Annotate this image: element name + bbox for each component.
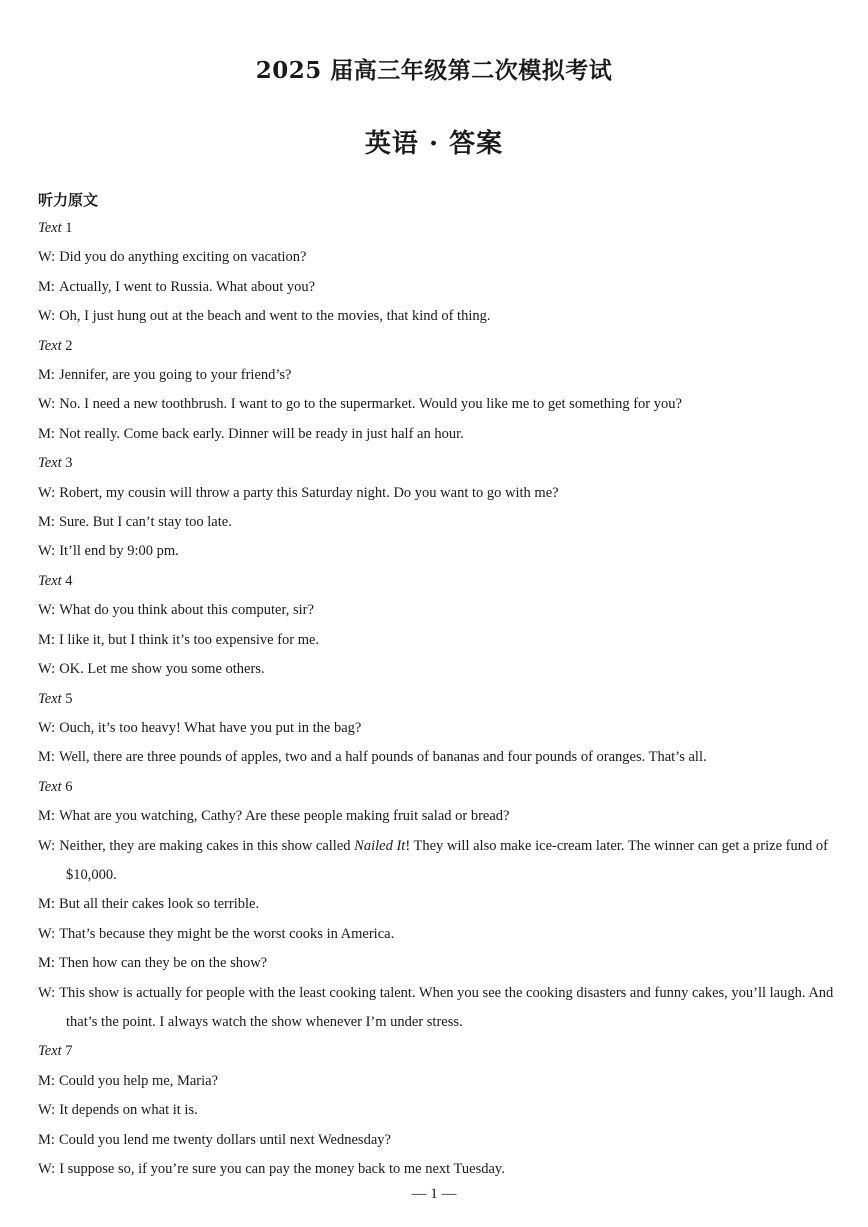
dialogue-line: M: Could you lend me twenty dollars until next Wednesday?: [38, 1131, 391, 1148]
dialogue-line: M: But all their cakes look so terrible.: [38, 896, 260, 913]
dialogue-line: M: Could you help me, Maria?: [38, 1072, 218, 1089]
text-label-number: 6: [65, 778, 73, 795]
dialogue-line: W: What do you think about this computer, sir?: [38, 602, 314, 619]
document-title: 2025 届高三年级第二次模拟考试: [255, 57, 613, 84]
utterance-text: Neither, they are making cakes in this show called: [59, 837, 355, 854]
utterance-text: Nailed It: [354, 837, 406, 854]
dialogue-line: M: I like it, but I think it’s too expensive for me.: [38, 631, 320, 648]
utterance-text: I suppose so, if you’re sure you can pay the money back to me next Tuesday.: [59, 1161, 505, 1177]
speaker-tag: M: [38, 1072, 51, 1089]
speaker-tag: M: [38, 514, 51, 531]
text-label: [38, 214, 838, 243]
text-label: [38, 449, 838, 478]
speaker-tag: W: [38, 661, 52, 678]
dialogue-line: W: I suppose so, if you’re sure you can pay the money back to me next Tuesday.: [38, 1161, 505, 1177]
text-label-word: Text: [38, 572, 62, 589]
utterance-text: Sure. But I can’t stay too late.: [58, 514, 232, 531]
utterance-text: Well, there are three pounds of apples, two and a half pounds of bananas and four pounds of oranges. That’s all.: [58, 749, 707, 766]
text-label-word: Text: [38, 455, 62, 472]
text-label-number: 2: [65, 337, 73, 354]
speaker-tag: W: [38, 484, 52, 501]
speaker-tag: W: [38, 249, 52, 266]
dialogue-line: M: Actually, I went to Russia. What about you?: [38, 278, 316, 295]
utterance-text: Then how can they be on the show?: [58, 955, 268, 972]
utterance-text: Jennifer, are you going to your friend’s?: [58, 367, 292, 384]
utterance-text: It depends on what it is.: [59, 1102, 198, 1119]
text-label-number: 4: [65, 572, 73, 589]
dialogue-line: W: Neither, they are making cakes in this show called Nailed It! They will also make ice-cream later. The winner can get a prize fund of $10,000.: [38, 837, 828, 883]
speaker-tag: W: [38, 308, 52, 325]
utterance-text: Did you do anything exciting on vacation?: [59, 249, 307, 266]
dialogue-line: M: What are you watching, Cathy? Are these people making fruit salad or bread?: [38, 808, 510, 825]
speaker-tag: M: [38, 955, 51, 972]
text-label: [38, 1037, 838, 1066]
speaker-tag: W: [38, 543, 52, 560]
utterance-text: Not really. Come back early. Dinner will be ready in just half an hour.: [58, 425, 464, 442]
text-label: [38, 332, 838, 361]
text-label-number: 5: [65, 690, 73, 707]
dialogue-line: M: Well, there are three pounds of apples, two and a half pounds of bananas and four pounds of oranges. That’s all.: [38, 749, 707, 766]
text-label-word: Text: [38, 1043, 62, 1060]
speaker-tag: W: [38, 1102, 52, 1119]
utterance-text: This show is actually for people with the least cooking talent. When you see the cooking disasters and funny cakes, you’ll laugh. And that’s the point. I always watch the show whenever I’m under stress.: [59, 984, 834, 1030]
utterance-text: What do you think about this computer, sir?: [59, 602, 314, 619]
speaker-tag: M: [38, 425, 51, 442]
text-label-number: 7: [65, 1043, 73, 1060]
speaker-tag: W: [38, 719, 52, 736]
dialogue-line: M: Then how can they be on the show?: [38, 955, 268, 972]
dialogue-line: W: Ouch, it’s too heavy! What have you put in the bag?: [38, 719, 362, 736]
text-label: [38, 685, 838, 714]
utterance-text: Actually, I went to Russia. What about you?: [58, 278, 316, 295]
text-label-word: Text: [38, 690, 62, 707]
utterance-text: That’s because they might be the worst cooks in America.: [59, 925, 395, 942]
text-label: [38, 567, 838, 596]
speaker-tag: M: [38, 631, 51, 648]
utterance-text: OK. Let me show you some others.: [59, 661, 265, 678]
dialogue-line: W: Oh, I just hung out at the beach and went to the movies, that kind of thing.: [38, 308, 491, 325]
speaker-tag: M: [38, 367, 51, 384]
dialogue-line: W: This show is actually for people with the least cooking talent. When you see the cooking disasters and funny cakes, you’ll laugh. And that’s the point. I always watch the show whenever I’m under stress.: [38, 984, 834, 1030]
speaker-tag: M: [38, 808, 51, 825]
speaker-tag: W: [38, 396, 52, 413]
speaker-tag: W: [38, 925, 52, 942]
speaker-tag: W: [38, 837, 52, 854]
text-label-number: 1: [65, 220, 73, 236]
speaker-tag: W: [38, 1161, 52, 1177]
utterance-text: I like it, but I think it’s too expensive for me.: [58, 631, 320, 648]
utterance-text: It’ll end by 9:00 pm.: [59, 543, 179, 560]
speaker-tag: W: [38, 602, 52, 619]
text-label-word: Text: [38, 220, 62, 236]
text-label-word: Text: [38, 778, 62, 795]
speaker-tag: M: [38, 1131, 51, 1148]
page-number: — 1 —: [411, 1186, 457, 1202]
dialogue-line: W: No. I need a new toothbrush. I want to go to the supermarket. Would you like me to get something for you?: [38, 396, 682, 413]
dialogue-line: M: Not really. Come back early. Dinner will be ready in just half an hour.: [38, 425, 464, 442]
document-subtitle: 英语 · 答案: [364, 129, 504, 159]
speaker-tag: M: [38, 749, 51, 766]
utterance-text: But all their cakes look so terrible.: [58, 896, 260, 913]
dialogue-line: W: OK. Let me show you some others.: [38, 661, 265, 678]
speaker-tag: W: [38, 984, 52, 1001]
dialogue-line: W: That’s because they might be the worst cooks in America.: [38, 925, 395, 942]
utterance-text: Could you lend me twenty dollars until next Wednesday?: [58, 1131, 391, 1148]
listening-transcript: [38, 214, 838, 1184]
section-heading: 听力原文: [38, 191, 99, 209]
dialogue-line: W: It depends on what it is.: [38, 1102, 198, 1119]
utterance-text: ! They will also make ice-cream later. The winner can get a prize fund of $10,000.: [66, 837, 828, 883]
dialogue-line: M: Jennifer, are you going to your friend’s?: [38, 367, 292, 384]
utterance-text: Ouch, it’s too heavy! What have you put in the bag?: [59, 719, 362, 736]
dialogue-line: M: Sure. But I can’t stay too late.: [38, 514, 232, 531]
utterance-text: Oh, I just hung out at the beach and went to the movies, that kind of thing.: [59, 308, 491, 325]
text-label-word: Text: [38, 337, 62, 354]
text-label: [38, 773, 838, 802]
speaker-tag: M: [38, 896, 51, 913]
dialogue-line: W: Robert, my cousin will throw a party this Saturday night. Do you want to go with me?: [38, 484, 559, 501]
speaker-tag: M: [38, 278, 51, 295]
dialogue-line: W: Did you do anything exciting on vacation?: [38, 249, 307, 266]
dialogue-line: W: It’ll end by 9:00 pm.: [38, 543, 179, 560]
utterance-text: Robert, my cousin will throw a party this Saturday night. Do you want to go with me?: [59, 484, 559, 501]
utterance-text: Could you help me, Maria?: [58, 1072, 218, 1089]
utterance-text: What are you watching, Cathy? Are these people making fruit salad or bread?: [58, 808, 510, 825]
utterance-text: No. I need a new toothbrush. I want to go to the supermarket. Would you like me to get something for you?: [59, 396, 682, 413]
text-label-number: 3: [65, 455, 73, 472]
